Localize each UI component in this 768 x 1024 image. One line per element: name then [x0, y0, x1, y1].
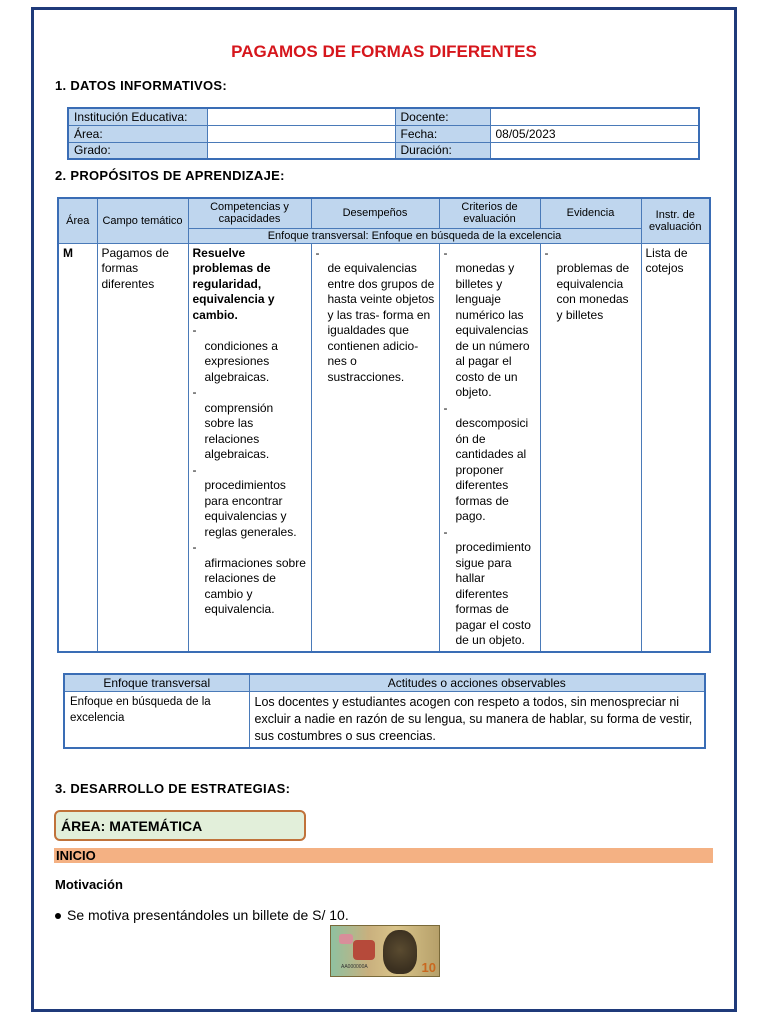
table-header-row: [64, 674, 705, 691]
docente-label: Docente:: [395, 108, 490, 125]
list-dash: -: [443, 245, 448, 260]
list-item: condiciones a expresiones algebraicas.: [204, 338, 278, 384]
table-row: [68, 108, 699, 125]
header-enfoque-transversal: Enfoque transversal: [64, 674, 249, 691]
header-competencias: Competencias y capacidades: [188, 198, 311, 228]
header-campo: Campo temático: [97, 198, 188, 243]
section-propositos-heading: 2. PROPÓSITOS DE APRENDIZAJE:: [55, 168, 285, 183]
header-actitudes: Actitudes o acciones observables: [249, 674, 705, 691]
motivacion-heading: Motivación: [55, 877, 123, 892]
banknote-serial: AA000000A: [341, 964, 368, 970]
banknote-portrait: [383, 930, 417, 974]
area-label: Área:: [68, 125, 207, 142]
list-item: procedimientos para encontrar equivalencias y reglas generales.: [204, 478, 297, 539]
competencias-cell: [188, 243, 311, 652]
header-area: Área: [58, 198, 97, 243]
instrumento-cell: Lista de cotejos: [641, 243, 710, 652]
banknote-image: [330, 925, 440, 977]
bullet-text: Se motiva presentándoles un billete de S/ 10.: [67, 907, 349, 923]
inicio-bar: INICIO: [54, 848, 713, 863]
institucion-label: Institución Educativa:: [68, 108, 207, 125]
grado-value[interactable]: [207, 142, 395, 159]
table-row: [68, 125, 699, 142]
banknote-emblem: [339, 934, 353, 944]
duracion-value[interactable]: [490, 142, 699, 159]
table-row: [58, 243, 710, 652]
bullet-item: [55, 907, 349, 923]
enfoque-table: [63, 673, 706, 749]
enfoque-actitudes: Los docentes y estudiantes acogen con respeto a todos, sin menospreciar ni excluir a nadie en razón de su lengua, su manera de hablar, su forma de vestir, sus costumbres o sus creencias.: [249, 691, 705, 748]
header-desempenos: Desempeños: [311, 198, 439, 228]
competencia-title: Resuelve problemas de regularidad, equivalencia y cambio.: [192, 245, 275, 322]
list-dash: -: [544, 245, 549, 260]
institucion-value[interactable]: [207, 108, 395, 125]
area-cell: M: [58, 243, 97, 652]
evidencia-text: problemas de equivalencia con monedas y billetes: [556, 261, 630, 322]
list-item: descomposici ón de cantidades al proponer diferentes formas de pago.: [455, 416, 529, 523]
area-value[interactable]: [207, 125, 395, 142]
table-header-row: [58, 198, 710, 228]
list-dash: -: [192, 462, 197, 477]
desempenos-cell: [311, 243, 439, 652]
fecha-label: Fecha:: [395, 125, 490, 142]
grado-label: Grado:: [68, 142, 207, 159]
campo-cell: Pagamos de formas diferentes: [97, 243, 188, 652]
list-item: afirmaciones sobre relaciones de cambio y equivalencia.: [204, 555, 306, 616]
enfoque-name: Enfoque en búsqueda de la excelencia: [64, 691, 249, 748]
area-matematica-box: ÁREA: MATEMÁTICA: [54, 810, 306, 841]
evidencia-cell: [540, 243, 641, 652]
header-evidencia: Evidencia: [540, 198, 641, 228]
banknote-seal: [353, 940, 375, 960]
banknote-denomination: 10: [421, 960, 436, 975]
duracion-label: Duración:: [395, 142, 490, 159]
fecha-value[interactable]: 08/05/2023: [490, 125, 699, 142]
list-dash: -: [192, 323, 197, 337]
list-dash: -: [192, 385, 197, 399]
propositos-table: [57, 197, 711, 653]
bullet-dot: [55, 913, 61, 919]
datos-table: [67, 107, 700, 160]
section-desarrollo-heading: 3. DESARROLLO DE ESTRATEGIAS:: [55, 781, 291, 796]
docente-value[interactable]: [490, 108, 699, 125]
list-dash: -: [443, 524, 448, 539]
page-title: PAGAMOS DE FORMAS DIFERENTES: [231, 42, 537, 61]
list-item: procedimiento sigue para hallar diferentes formas de pagar el costo de un objeto.: [455, 540, 531, 647]
enfoque-transversal-row: Enfoque transversal: Enfoque en búsqueda de la excelencia: [188, 228, 641, 243]
criterios-cell: [439, 243, 540, 652]
section-datos-heading: 1. DATOS INFORMATIVOS:: [55, 78, 227, 93]
list-item: comprensión sobre las relaciones algebraicas.: [204, 400, 274, 461]
list-dash: -: [443, 400, 448, 415]
table-row: [68, 142, 699, 159]
header-criterios: Criterios de evaluación: [439, 198, 540, 228]
list-item: monedas y billetes y lenguaje numérico las equivalencias de un número al pagar el costo de un objeto.: [455, 261, 530, 399]
list-dash: -: [192, 540, 197, 554]
desempeno-text: de equivalencias entre dos grupos de hasta veinte objetos y las tras- forma en igualdades que contienen adicio- nes o sustracciones.: [327, 261, 435, 384]
header-instrumento: Instr. de evaluación: [641, 198, 710, 243]
table-row: [64, 691, 705, 748]
list-dash: -: [315, 245, 320, 260]
